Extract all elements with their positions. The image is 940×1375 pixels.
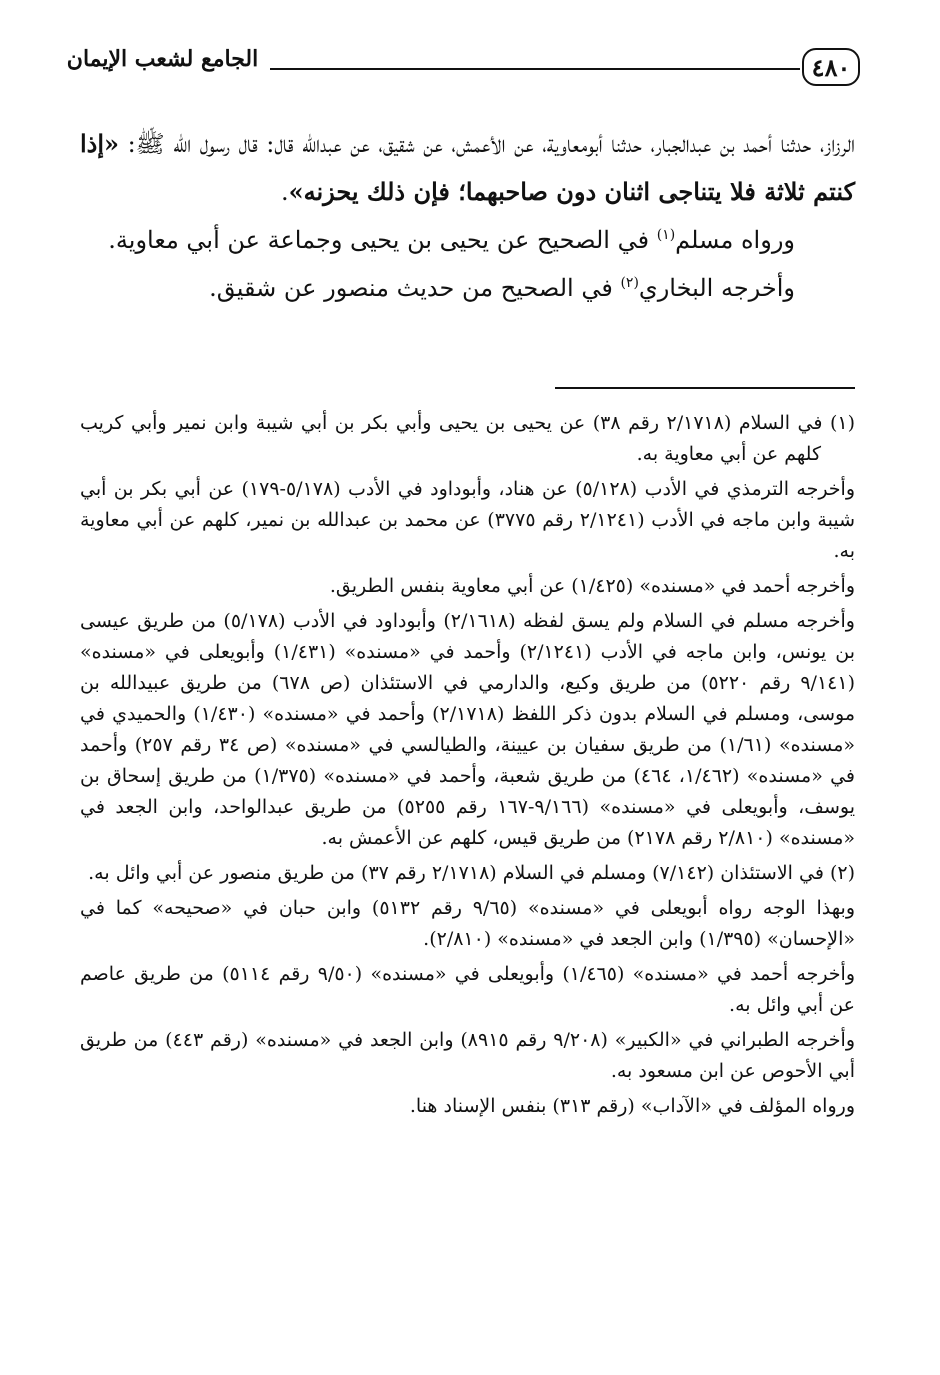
muslim-text-b: في الصحيح عن يحيى بن يحيى وجماعة عن أبي معاوية. bbox=[108, 226, 657, 254]
bukhari-text-b: في الصحيح من حديث منصور عن شقيق. bbox=[209, 274, 621, 302]
hadith-paragraph bbox=[80, 120, 855, 216]
page-header bbox=[60, 40, 860, 110]
footnote-2-para-4: وأخرجه الطبراني في «الكبير» (٩/٢٠٨ رقم ٨٩١٥) وابن الجعد في «مسنده» (رقم ٤٤٣) من طريق أبي الأحوص عن ابن مسعود به. bbox=[80, 1029, 855, 1082]
footnote-2-para-2: وبهذا الوجه رواه أبويعلى في «مسنده» (٩/٦٥ رقم ٥١٣٢) وابن حبان في «صحيحه» كما في «الإحسان» (١/٣٩٥) وابن الجعد في «مسنده» (٢/٨١٠). bbox=[80, 897, 855, 950]
footnote-marker-2[interactable]: (٢) bbox=[620, 275, 639, 291]
footnote-2-para-5: ورواه المؤلف في «الآداب» (رقم ٣١٣) بنفس الإسناد هنا. bbox=[409, 1095, 855, 1117]
muslim-text-a: ورواه مسلم bbox=[675, 226, 795, 254]
bukhari-reference bbox=[80, 264, 855, 312]
bukhari-text-a: وأخرجه البخاري bbox=[638, 274, 795, 302]
period: . bbox=[280, 178, 289, 206]
isnad-text: الرزاز، حدثنا أحمد بن عبدالجبار، حدثنا أبومعاوية، عن الأعمش، عن شقيق، عن عبدالله قال: قال رسول الله ﷺ: bbox=[119, 130, 855, 158]
footnotes bbox=[80, 408, 855, 1126]
footnote-1-para-4: وأخرجه مسلم في السلام ولم يسق لفظه (٢/١٦١٨) وأبوداود في الأدب (٥/١٧٨) من طريق عيسى بن يونس، وابن ماجه في الأدب (٢/١٢٤١) وأحمد في «مسنده» (١/٤٣١) وأبويعلى في «مسنده» (٩/١٤١ رقم ٥٢٢٠) من طريق وكيع، والدارمي في الاستئذان (ص ٦٧٨) من طريق عبيدالله بن موسى، ومسلم في السلام بدون ذكر اللفظ (٢/١٧١٨) وأحمد في «مسنده» (١/٤٣٠) والحميدي في «مسنده» (١/٦١) من طريق سفيان بن عيينة، والطيالسي في «مسنده» (ص ٣٤ رقم ٢٥٧) وأحمد في «مسنده» (١/٤٦٢، ٤٦٤) من طريق شعبة، وأحمد في «مسنده» (١/٣٧٥) من طريق إسحاق بن يوسف، وأبويعلى في «مسنده» (٩/١٦٦-١٦٧ رقم ٥٢٥٥) من طريق عبدالواحد، وابن الجعد في «مسنده» (٢/٨١٠ رقم ٢١٧٨) من طريق قيس، كلهم عن الأعمش به. bbox=[80, 610, 855, 849]
book-title: الجامع لشعب الإيمان bbox=[66, 46, 259, 72]
footnote-2-para-3: وأخرجه أحمد في «مسنده» (١/٤٦٥) وأبويعلى في «مسنده» (٩/٥٠ رقم ٥١١٤) من طريق عاصم عن أبي وائل به. bbox=[80, 963, 855, 1016]
hadith-matn: «إذا كنتم ثلاثة فلا يتناجى اثنان دون صاحبهما؛ فإن ذلك يحزنه» bbox=[80, 129, 855, 206]
footnote-1: (١) في السلام (٢/١٧١٨ رقم ٣٨) عن يحيى بن يحيى وأبي بكر بن أبي شيبة وابن نمير وأبي كريب كلهم عن أبي معاوية به. bbox=[80, 412, 856, 465]
main-text bbox=[80, 120, 855, 312]
header-rule bbox=[270, 68, 800, 70]
page-number: ٤٨٠ bbox=[802, 48, 860, 86]
footnote-1-para-2: وأخرجه الترمذي في الأدب (٥/١٢٨) عن هناد، وأبوداود في الأدب (٥/١٧٨-١٧٩) عن أبي بكر بن أبي شيبة وابن ماجه في الأدب (٢/١٢٤١ رقم ٣٧٧٥) عن محمد بن عبدالله بن نمير، كلهم عن أبي معاوية به. bbox=[80, 478, 856, 562]
muslim-reference bbox=[80, 216, 855, 264]
footnote-marker-1[interactable]: (١) bbox=[656, 227, 676, 243]
footnote-separator bbox=[555, 387, 855, 389]
footnote-1-para-3: وأخرجه أحمد في «مسنده» (١/٤٢٥) عن أبي معاوية بنفس الطريق. bbox=[329, 575, 855, 597]
footnote-2: (٢) في الاستئذان (٧/١٤٢) ومسلم في السلام (٢/١٧١٨ رقم ٣٧) من طريق منصور عن أبي وائل به. bbox=[88, 862, 855, 884]
